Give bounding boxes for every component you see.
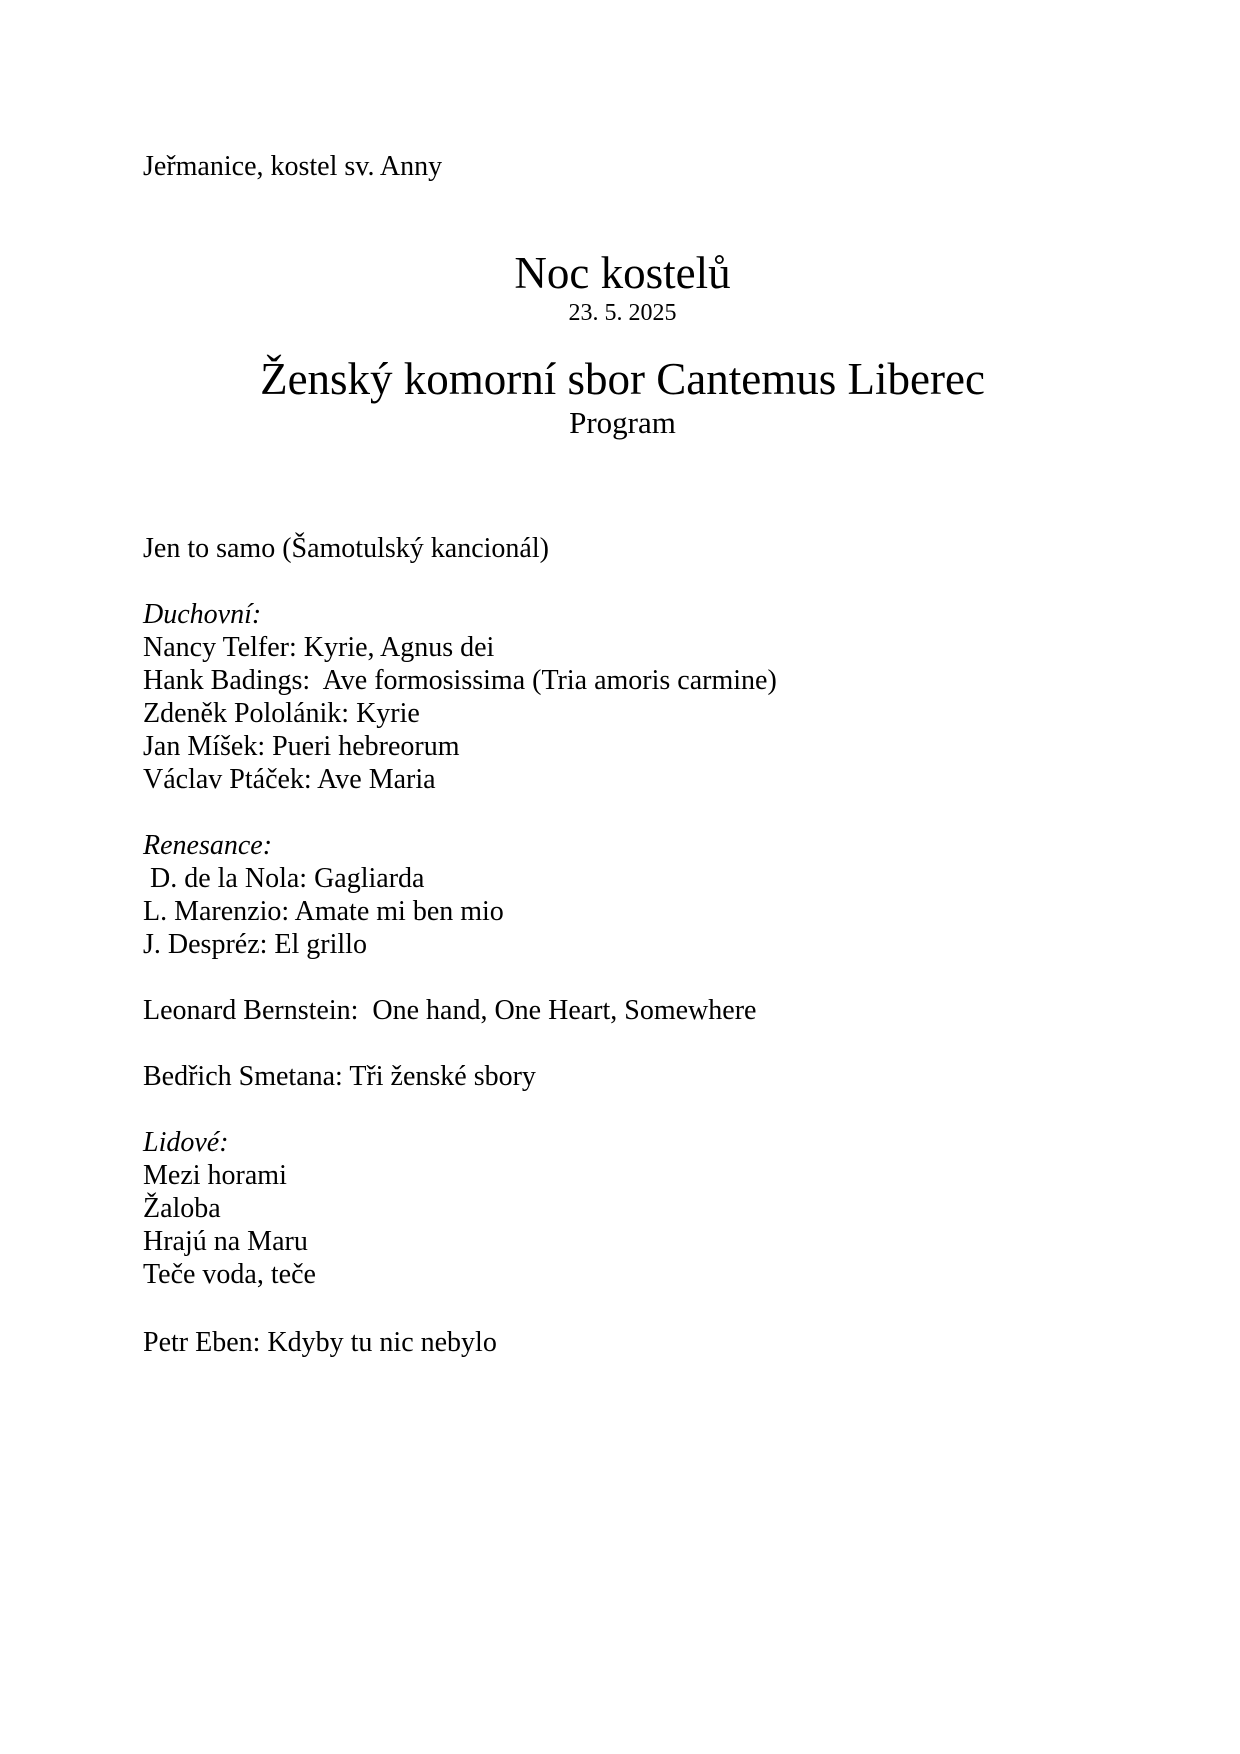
program-item: Hrajú na Maru	[143, 1226, 308, 1257]
program-item: Nancy Telfer: Kyrie, Agnus dei	[143, 632, 495, 663]
location-line: Jeřmanice, kostel sv. Anny	[143, 151, 443, 182]
section-heading-lidove: Lidové:	[143, 1127, 229, 1158]
section-duchovni	[143, 598, 1102, 796]
opening-piece: Jen to samo (Šamotulský kancionál)	[143, 533, 549, 564]
program-item: Hank Badings: Ave formosissima (Tria amoris carmine)	[143, 665, 777, 696]
program-item: L. Marenzio: Amate mi ben mio	[143, 896, 504, 927]
program-item: Václav Ptáček: Ave Maria	[143, 764, 436, 795]
program-heading: Program	[569, 405, 676, 440]
program-item: Mezi horami	[143, 1160, 287, 1191]
section-heading-duchovni: Duchovní:	[143, 599, 262, 630]
program-item-smetana: Bedřich Smetana: Tři ženské sbory	[143, 1061, 536, 1092]
program-item: D. de la Nola: Gagliarda	[143, 863, 425, 894]
program-item: J. Despréz: El grillo	[143, 929, 367, 960]
section-lidove	[143, 1126, 1102, 1291]
document-title: Noc kostelů	[514, 248, 731, 298]
program-item: Teče voda, teče	[143, 1259, 316, 1290]
event-date: 23. 5. 2025	[568, 300, 677, 326]
program-item: Žaloba	[143, 1193, 221, 1224]
program-item: Jan Míšek: Pueri hebreorum	[143, 731, 460, 762]
program-item: Zdeněk Pololánik: Kyrie	[143, 698, 420, 729]
program-item-eben: Petr Eben: Kdyby tu nic nebylo	[143, 1327, 497, 1358]
section-renesance	[143, 829, 1102, 961]
ensemble-name: Ženský komorní sbor Cantemus Liberec	[260, 354, 985, 404]
section-heading-renesance: Renesance:	[143, 830, 273, 861]
program-item-bernstein: Leonard Bernstein: One hand, One Heart, Somewhere	[143, 995, 757, 1026]
